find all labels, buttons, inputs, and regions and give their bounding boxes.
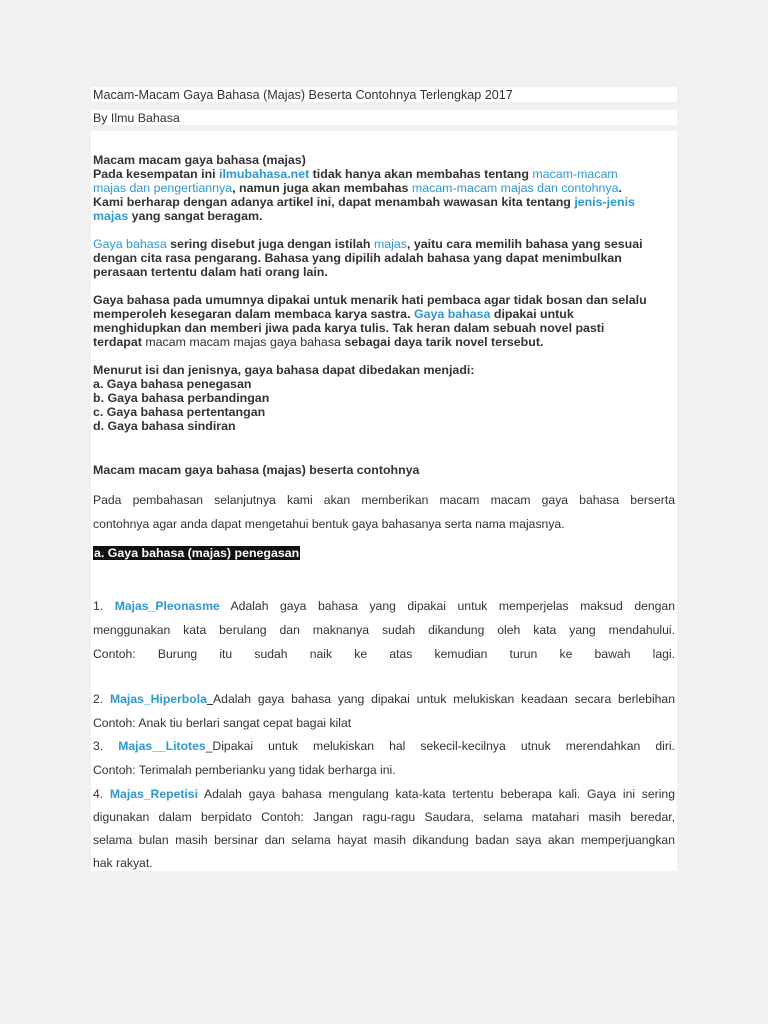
p4-lead: Menurut isi dan jenisnya, gaya bahasa dapat dibedakan menjadi: <box>93 363 475 377</box>
list-item: a. Gaya bahasa penegasan <box>93 377 252 391</box>
link-jenis-jenis[interactable]: jenis-jenis <box>574 195 635 209</box>
p2-line-3: perasaan tertentu dalam hati orang lain. <box>93 265 328 279</box>
text: Pada kesempatan ini <box>93 167 220 181</box>
link-majas-repetisi[interactable]: Majas_Repetisi <box>109 787 198 801</box>
intro-heading: Macam macam gaya bahasa (majas) <box>93 153 306 167</box>
article-title: Macam-Macam Gaya Bahasa (Majas) Beserta Contohnya Terlengkap 2017 <box>93 88 513 102</box>
body-line-1: Pada pembahasan selanjutnya kami akan memberikan macam macam gaya bahasa berserta <box>93 493 675 507</box>
item-1-line-1 <box>93 599 675 613</box>
item-4-line-2: digunakan dalam berpidato Contoh: Jangan ragu-ragu Saudara, selama matahari masih beredar, <box>93 810 675 824</box>
text: tidak hanya akan membahas tentang <box>309 167 533 181</box>
text: Dipakai untuk melukiskan hal sekecil-kecilnya utnuk merendahkan diri. <box>212 739 675 753</box>
article-author: By Ilmu Bahasa <box>93 111 180 125</box>
list-item: b. Gaya bahasa perbandingan <box>93 391 270 405</box>
p3-line-2 <box>93 307 574 321</box>
item-2-line-1 <box>93 692 675 706</box>
body-line-2: contohnya agar anda dapat mengetahui bentuk gaya bahasanya serta nama majasnya. <box>93 517 565 531</box>
intro-line-2 <box>93 181 622 195</box>
link-majas-hiperbola[interactable]: Majas_Hiperbola <box>110 692 207 706</box>
link-majas-pengertian[interactable]: majas dan pengertiannya <box>93 181 233 195</box>
text: memperoleh kesegaran dalam membaca karya sastra. <box>93 307 414 321</box>
text: Adalah gaya bahasa yang dipakai untuk melukiskan keadaan secara berlebihan <box>213 692 675 706</box>
link-ilmubahasa[interactable]: ilmubahasa.net <box>219 167 310 181</box>
text: 1. <box>93 599 115 613</box>
item-4-line-1 <box>93 787 675 801</box>
item-1-line-2: menggunakan kata berulang dan maknanya sudah dikandung oleh kata yang mendahului. <box>93 623 675 637</box>
text: sering disebut juga dengan istilah <box>166 237 374 251</box>
section-heading: Macam macam gaya bahasa (majas) beserta contohnya <box>93 463 420 477</box>
link-majas-litotes[interactable]: Majas__Litotes <box>118 739 206 753</box>
link-gaya-bahasa[interactable]: Gaya bahasa <box>93 237 167 251</box>
text: , namun juga akan membahas <box>232 181 412 195</box>
text: sebagai daya tarik novel tersebut. <box>340 335 544 349</box>
link-majas-pleonasme[interactable]: Majas_Pleonasme <box>114 599 220 613</box>
text: Adalah gaya bahasa yang dipakai untuk memperjelas maksud dengan <box>219 599 675 613</box>
text: , yaitu cara memilih bahasa yang sesuai <box>407 237 643 251</box>
item-4-line-3: selama bulan masih bersinar dan selama hayat masih dikandung badan saya akan memperjuangkan <box>93 833 675 847</box>
text: dipakai untuk <box>490 307 574 321</box>
text: 3. <box>93 739 119 753</box>
item-3-line-1 <box>93 739 675 753</box>
text: yang sangat beragam. <box>128 209 263 223</box>
p2-line-1 <box>93 237 643 251</box>
sub-heading <box>93 546 300 560</box>
intro-line-1 <box>93 167 618 181</box>
text: 4. <box>93 787 110 801</box>
item-2-line-2: Contoh: Anak tiu berlari sangat cepat bagai kilat <box>93 716 352 730</box>
item-3-line-2: Contoh: Terimalah pemberianku yang tidak berharga ini. <box>93 763 396 777</box>
text: _ <box>205 739 213 753</box>
link-macam-macam[interactable]: macam-macam <box>532 167 618 181</box>
list-item: c. Gaya bahasa pertentangan <box>93 405 266 419</box>
link-macam-majas-contoh[interactable]: macam-macam majas dan contohnya <box>411 181 619 195</box>
p3-line-3: menghidupkan dan memberi jiwa pada karya tulis. Tak heran dalam sebuah novel pasti <box>93 321 605 335</box>
intro-line-4 <box>93 209 262 223</box>
link-majas-2[interactable]: majas <box>373 237 408 251</box>
item-1-line-3: Contoh: Burung itu sudah naik ke atas kemudian turun ke bawah lagi. <box>93 647 675 661</box>
text: terdapat <box>93 335 146 349</box>
text-macam-majas: macam macam majas gaya bahasa <box>145 335 341 349</box>
text: Kami berharap dengan adanya artikel ini, dapat menambah wawasan kita tentang <box>93 195 575 209</box>
text: Adalah gaya bahasa mengulang kata-kata tertentu beberapa kali. Gaya ini sering <box>197 787 675 801</box>
text: 2. <box>93 692 110 706</box>
item-4-line-4: hak rakyat. <box>93 856 153 870</box>
link-gaya-bahasa-2[interactable]: Gaya bahasa <box>413 307 491 321</box>
p2-line-2: dengan cita rasa pengarang. Bahasa yang dipilih adalah bahasa yang dapat menimbulkan <box>93 251 622 265</box>
p3-line-4 <box>93 335 543 349</box>
p3-line-1: Gaya bahasa pada umumnya dipakai untuk menarik hati pembaca agar tidak bosan dan selalu <box>93 293 647 307</box>
link-majas[interactable]: majas <box>93 209 129 223</box>
intro-line-3 <box>93 195 635 209</box>
list-item: d. Gaya bahasa sindiran <box>93 419 236 433</box>
text: . <box>618 181 622 195</box>
sub-heading-label: a. Gaya bahasa (majas) penegasan <box>94 546 300 560</box>
